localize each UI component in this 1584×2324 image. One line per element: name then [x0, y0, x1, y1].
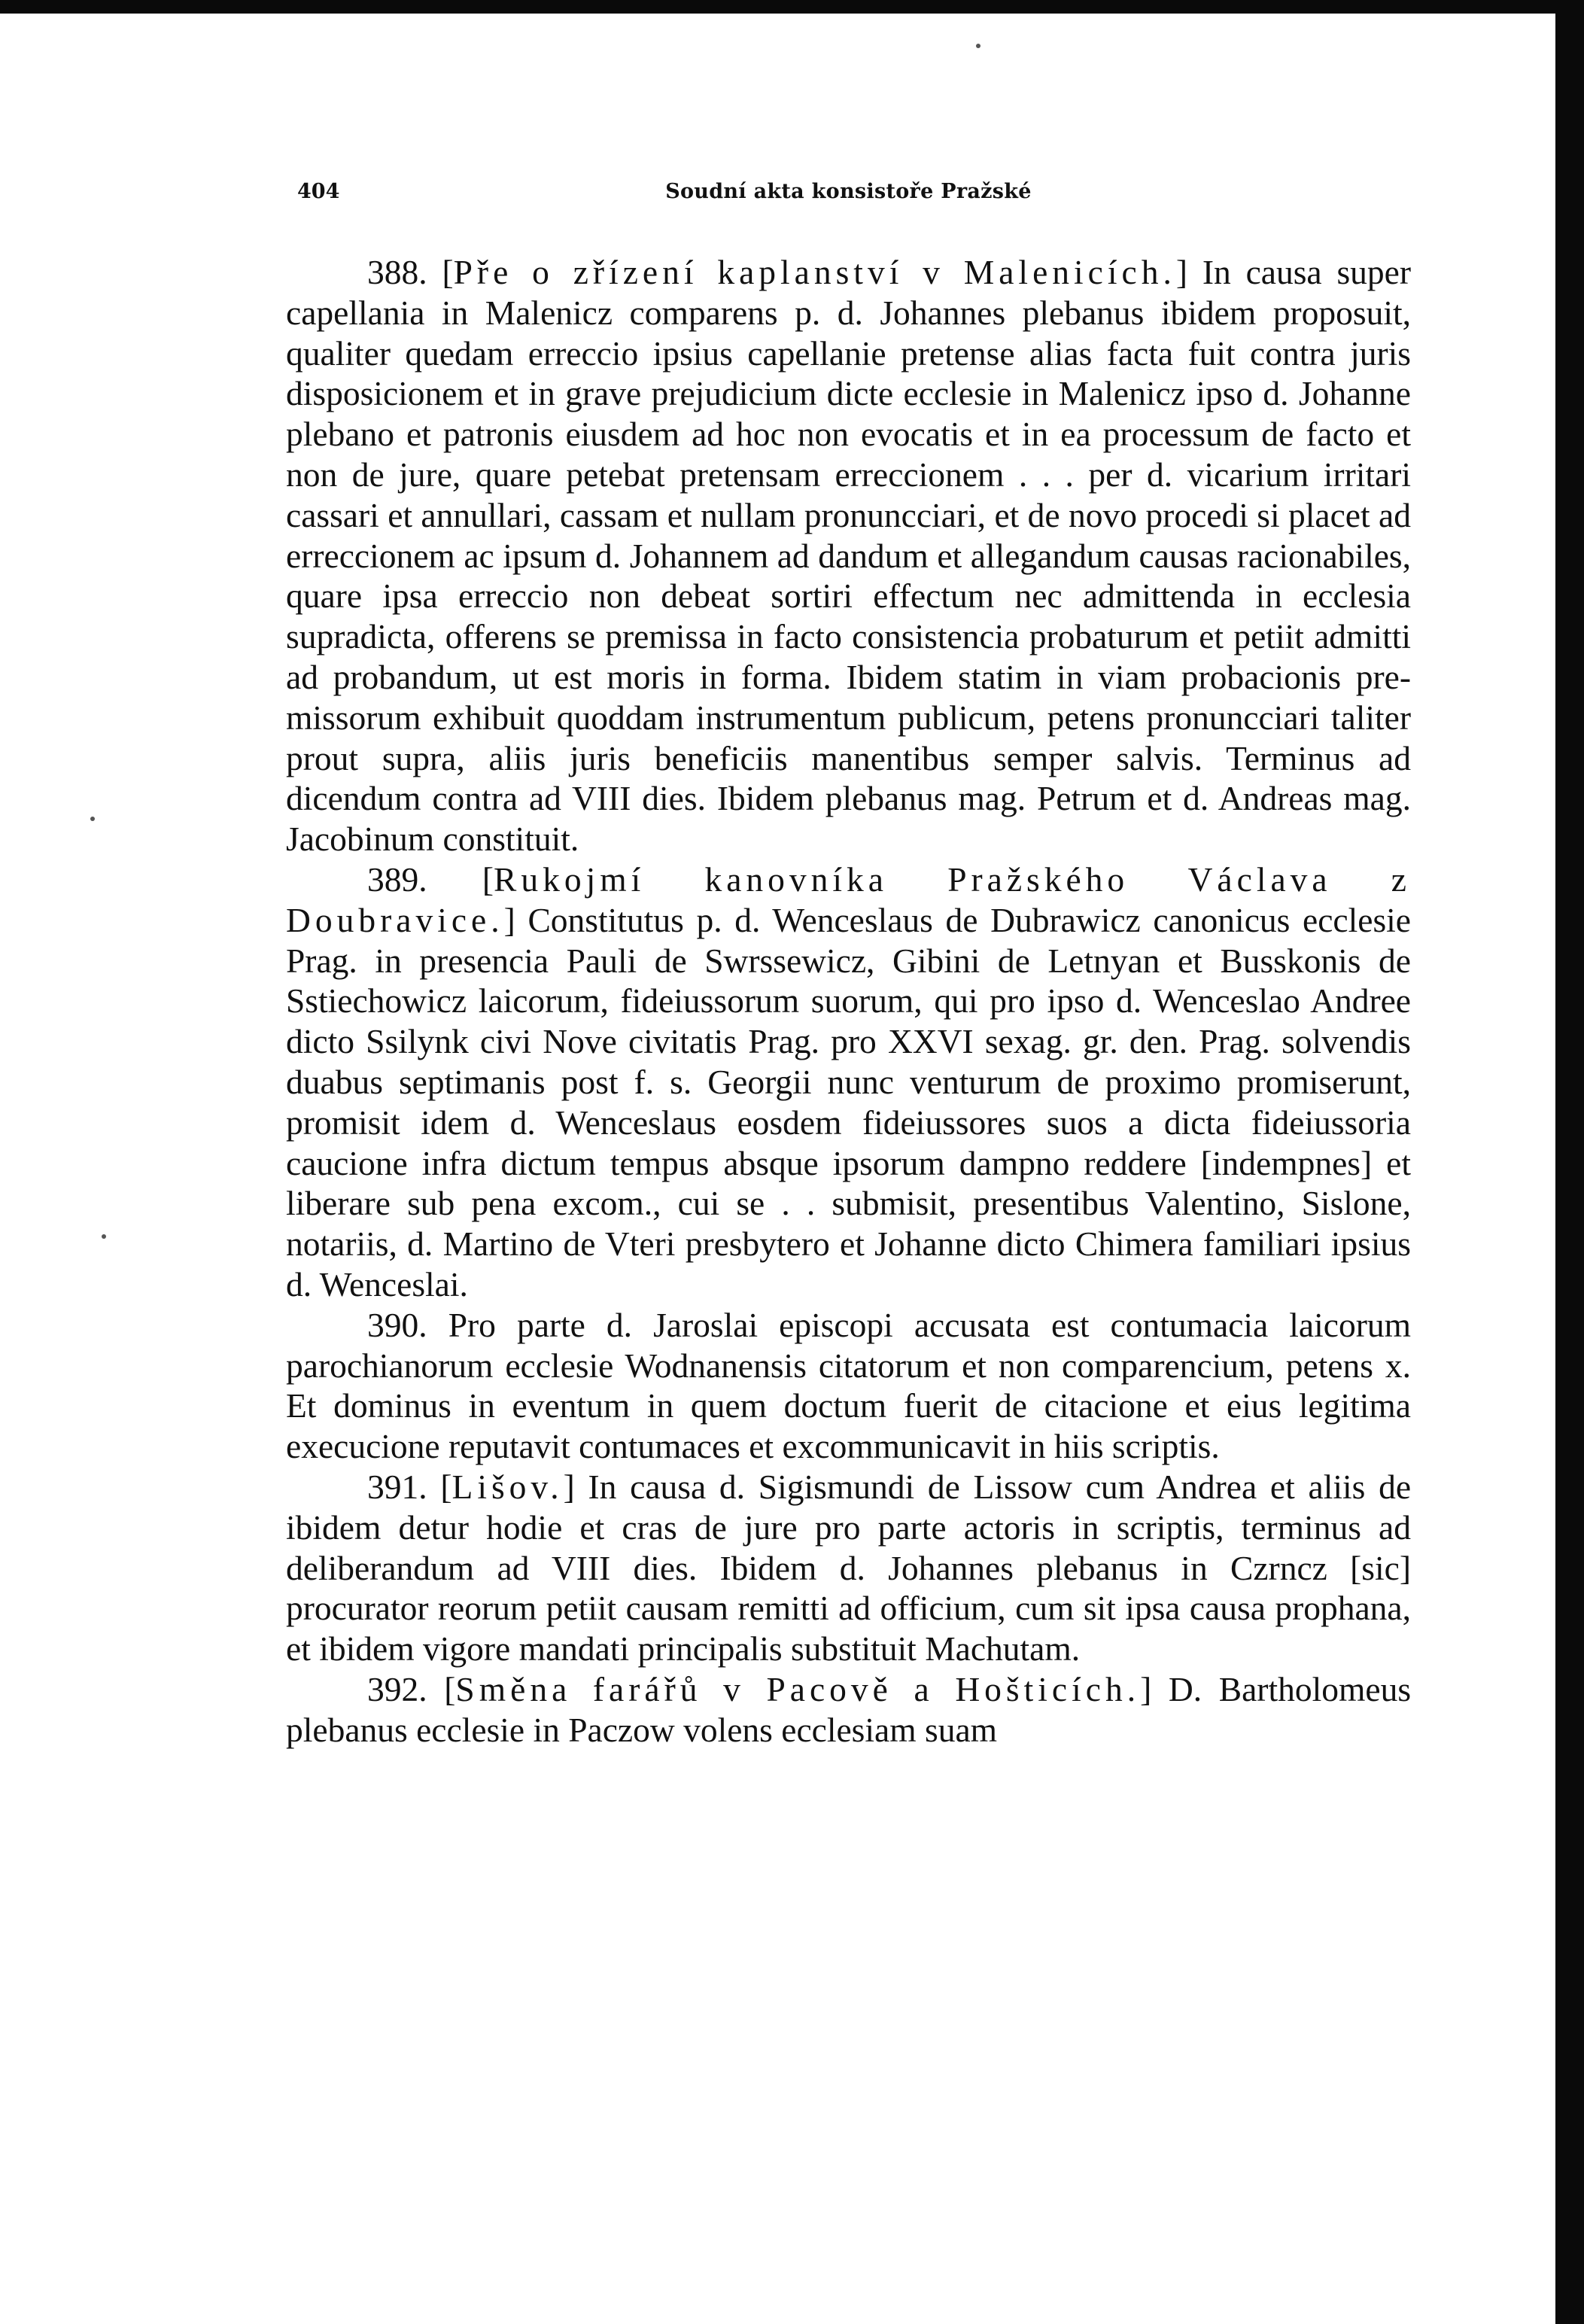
entry-number: 391. — [367, 1467, 427, 1506]
scan-border-top — [0, 0, 1584, 14]
bracket: [ — [442, 253, 454, 291]
bracket: [ — [482, 859, 494, 899]
entry-heading: Pře o zřízení kaplanství v Malenicích. — [453, 253, 1176, 291]
scan-speck — [102, 1234, 106, 1239]
entry-text: Constitutus p. d. Wenceslaus de Dubrawicz canonicus ecclesie Prag. in presencia Pauli de Swrssewicz, Gibini de Letnyan et Busskonis de Sstiechowicz laicorum, fideiussorum suorum, qui pro ipso d. Wenceslao Andree dicto Ssilynk civi Nove civitatis Prag. pro XXVI sexag. gr. den. Prag. solvendis duabus septimanis post f. s. Georgii nunc venturum de proximo promiserunt, promisit idem d. Wenceslaus eosdem fideiussores suos a dicta fideiussoria caucione infra dictum tempus absque ipsorum dampno reddere [indempnes] et liberare sub pena excom., cui se . . submisit, presentibus Valentino, Sislone, notariis, d. Martino de Vteri presbytero et Johanne dicto Chimera familiari ipsius d. Wenceslai. — [286, 900, 1411, 1303]
bracket: ] — [1175, 253, 1187, 291]
entry-390 — [286, 1305, 1411, 1467]
entry-number: 390. — [367, 1305, 427, 1344]
entry-text: In causa d. Sigismundi de Lissow cum Andrea et aliis de ibidem detur hodie et cras de jure pro parte actoris in scriptis, terminus ad deliberandum ad VIII dies. Ibidem d. Johannes plebanus in Czrncz [sic] procurator reorum petiit causam remitti ad officium, cum sit ipsa causa prophana, et ibidem vigore mandati principalis substituit Machutam. — [286, 1467, 1412, 1668]
scan-border-right — [1555, 0, 1584, 2324]
page — [286, 169, 1411, 1750]
bracket: [ — [440, 1467, 452, 1506]
entry-text: D. Bartholomeus plebanus ecclesie in Paczow volens ecclesiam suam — [286, 1669, 1412, 1749]
body-text — [286, 252, 1411, 1750]
bracket: ] — [563, 1467, 575, 1506]
entry-389 — [286, 859, 1411, 1305]
entry-388 — [286, 252, 1411, 859]
entry-text: Pro parte d. Jaroslai episcopi accusata est contumacia laicorum parochianorum ecclesie Wodnanensis citatorum et non comparencium, petens x. Et dominus in eventum in quem doctum fuerit de citacione et eius legitima execucione reputavit contumaces et excommunicavit in hiis scriptis. — [286, 1305, 1412, 1466]
page-number: 404 — [297, 180, 340, 203]
running-head — [286, 169, 1411, 214]
bracket: ] — [1140, 1669, 1152, 1708]
entry-number: 389. — [367, 859, 427, 899]
entry-text: In causa super capellania in Malenicz comparens p. d. Johannes plebanus ibidem proposuit, qualiter quedam erreccio ipsius capellanie pretense alias facta fuit contra juris disposicionem et in grave prejudicium dicte ecclesie in Malenicz ipso d. Johanne plebano et patronis eiusdem ad hoc non evocatis et in ea processum de facto et non de jure, quare petebat pretensam erreccionem . . . per d. vicarium irritari cassari et annullari, cassam et nullam pronuncciari, et de novo procedi si placet ad erreccionem ac ipsum d. Johannem ad dandum et allegandum causas racionabiles, quare ipsa erreccio non debeat sortiri effectum nec admittenda in ecclesia supradicta, offerens se premissa in facto consistencia probaturum et petiit admitti ad probandum, ut est moris in forma. Ibidem statim in viam probacionis premissorum exhibuit quoddam instrumentum publicum, petens pronuncciari taliter prout supra, aliis juris beneficiis manentibus semper salvis. Terminus ad dicendum contra ad VIII dies. Ibidem plebanus mag. Petrum et d. Andreas mag. Jacobinum constituit. — [286, 253, 1412, 859]
scan-speck — [90, 817, 95, 821]
entry-heading: Směna farářů v Pacově a Hošticích. — [455, 1669, 1141, 1708]
bracket: ] — [503, 900, 515, 939]
entry-heading: Rukojmí kanovníka Pražského Václava z Doubravice. — [286, 859, 1411, 939]
entry-heading: Lišov. — [451, 1467, 564, 1506]
bracket: [ — [444, 1669, 456, 1708]
entry-number: 388. — [367, 253, 427, 291]
scan-speck — [976, 44, 980, 48]
entry-number: 392. — [367, 1669, 427, 1708]
entry-391 — [286, 1467, 1411, 1669]
running-title: Soudní akta konsistoře Pražské — [665, 180, 1032, 203]
entry-392 — [286, 1669, 1411, 1751]
